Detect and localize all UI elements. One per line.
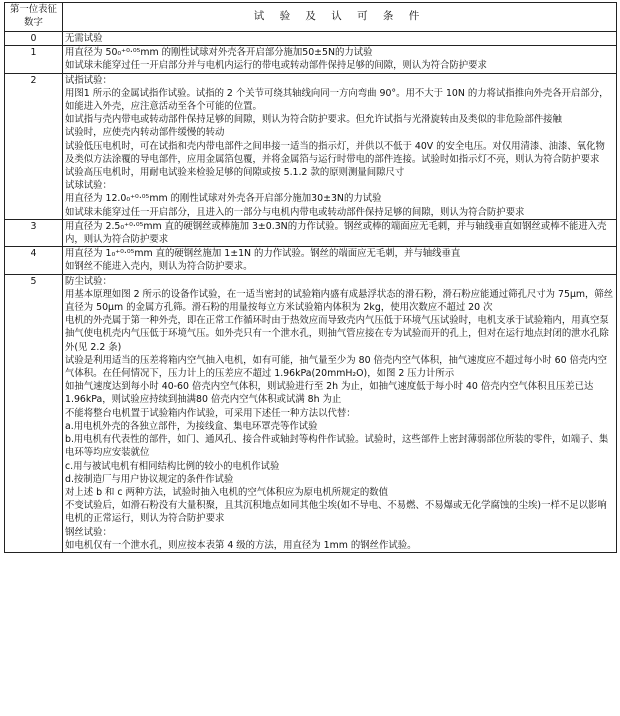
row-content xyxy=(63,46,617,73)
row-number: 5 xyxy=(5,274,63,552)
row-line: 钢丝试验： xyxy=(65,526,112,538)
row-line: 用图1 所示的金属试指作试验。试指的 2 个关节可绕其轴线向同一方向弯曲 90°。用不大于 10N 的力将试指推向外壳各开启部分，如能进入外壳，应注意活动至各个可能的位置。 xyxy=(65,87,609,113)
row-content xyxy=(63,219,617,246)
table-row xyxy=(5,219,617,246)
row-line: 如试指与壳内带电或转动部件保持足够的间隙，则认为符合防护要求。但允许试指与光滑旋转由及类似的非危险部件接触 xyxy=(65,114,562,126)
row-number: 2 xyxy=(5,73,63,219)
row-number: 0 xyxy=(5,32,63,46)
row-line: 用基本原理如图 2 所示的设备作试验，在一适当密封的试验箱内盛有成悬浮状态的滑石粉，滑石粉应能通过筛孔尺寸为 75μm，筛丝直径为 50μm 的金属方孔筛。滑石粉的用量按每立方米试验箱内体积为 2kg，使用次数应不超过 20 次 xyxy=(65,288,614,314)
row-line: 如试球未能穿过任一开启部分，且进入的一部分与电机内带电或转动部件保持足够的间隙，则认为符合防护要求 xyxy=(65,206,525,218)
row-content xyxy=(63,247,617,274)
row-line: 无需试验 xyxy=(65,33,103,44)
row-line: 试指试验： xyxy=(65,74,112,86)
row-number: 1 xyxy=(5,46,63,73)
row-line: 如钢丝不能进入壳内，则认为符合防护要求。 xyxy=(65,261,253,273)
row-line: 试球试验： xyxy=(65,180,112,192)
header-test-conditions: 试 验 及 认 可 条 件 xyxy=(63,3,617,32)
row-line: 对上述 b 和 c 两种方法，试验时抽入电机的空气体积应为原电机所规定的数值 xyxy=(65,486,389,498)
row-line: 用直径为 50₀⁺⁰·⁰⁵mm 的刚性试球对外壳各开启部分施加50±5N的力试验 xyxy=(65,47,373,59)
row-number: 4 xyxy=(5,247,63,274)
row-content xyxy=(63,32,617,46)
row-content xyxy=(63,73,617,219)
header-first-digit: 第一位表征数字 xyxy=(5,3,63,32)
row-line: 如抽气速度达到每小时 40-60 倍壳内空气体积，则试验进行至 2h 为止，如抽气速度低于每小时 40 倍壳内空气体积且压差已达 1.96kPa，则试验应持续到抽满80 倍壳内空气体积或试满 8h 为止 xyxy=(65,381,594,406)
row-line: 不能将整台电机置于试验箱内作试验，可采用下述任一种方法以代替： xyxy=(65,407,356,419)
row-line: b.用电机有代表性的部件，如门、通风孔、接合件或轴封等构件作试验。试验时，这些部件上密封薄弱部位所装的零件，如端子、集电环等均应安装就位 xyxy=(65,434,609,459)
table-row xyxy=(5,73,617,219)
ip-test-table xyxy=(4,2,617,553)
table-row xyxy=(5,274,617,552)
row-line: 用直径为 1₀⁺⁰·⁰⁵mm 直的硬钢丝施加 1±1N 的力作试验。钢丝的端面应无毛刺，并与轴线垂直 xyxy=(65,248,461,260)
row-number: 3 xyxy=(5,219,63,246)
row-line: d.按制造厂与用户协议规定的条件作试验 xyxy=(65,473,234,485)
table-row xyxy=(5,247,617,274)
row-content xyxy=(63,274,617,552)
row-line: 不变试验后，如滑石粉没有大量积聚，且其沉积地点如同其他尘埃(如不导电、不易燃、不易爆或无化学腐蚀的尘埃)一样不足以影响电机的正常运行，则认为符合防护要求 xyxy=(65,500,607,525)
row-line: 如试球未能穿过任一开启部分并与电机内运行的带电或转动部件保持足够的间隙，则认为符合防护要求 xyxy=(65,60,487,72)
row-line: 试验是利用适当的压差将箱内空气抽入电机，如有可能，抽气量至少为 80 倍壳内空气体积，抽气速度应不超过每小时 60 倍壳内空气体积。在任何情况下，压力计上的压差应不超过 1.96kPa(20mmH₂O)，如图 2 压力计所示 xyxy=(65,354,608,380)
row-line: 试验高压电机时，用耐电试验来检验足够的间隙或按 5.1.2 款的原则测量间隙尺寸 xyxy=(65,167,405,179)
table-row xyxy=(5,32,617,46)
header-row xyxy=(5,3,617,32)
row-line: 试验时，应使壳内转动部件缓慢的转动 xyxy=(65,127,225,139)
row-line: c.用与被试电机有相同结构比例的较小的电机作试验 xyxy=(65,460,280,472)
table-row xyxy=(5,46,617,73)
row-line: 试验低压电机时，可在试指和壳内带电部件之间串接一适当的指示灯，并供以不低于 40V 的安全电压。对仅用清漆、油漆、氧化物及类似方法涂覆的导电部件，应用金属箔包覆，并将金属箔与运行时带电的部件连接。试验时如指示灯不亮，则认为符合防护要求 xyxy=(65,140,605,165)
row-line: 用直径为 2.5₀⁺⁰·⁰⁵mm 直的硬钢丝或棒施加 3±0.3N的力作试验。钢丝或棒的端面应无毛刺，并与轴线垂直如钢丝或棒不能进入壳内，则认为符合防护要求 xyxy=(65,220,607,246)
row-line: 如电机仅有一个泄水孔，则应按本表第 4 级的方法，用直径为 1mm 的钢丝作试验。 xyxy=(65,539,417,551)
row-line: a.用电机外壳的各独立部件，为接线盒、集电环罩壳等作试验 xyxy=(65,420,318,432)
row-line: 防尘试验： xyxy=(65,275,112,287)
row-line: 用直径为 12.0₀⁺⁰·⁰⁵mm 的刚性试球对外壳各开启部分施加30±3N的力试验 xyxy=(65,193,382,205)
row-line: 电机的外壳属于第一种外壳，即在正常工作循环时由于热效应而导致壳内气压低于环境气压试验时，电机支承于试验箱内，用真空泵抽气使电机壳内气压低于环境气压。如外壳只有一个泄水孔，则抽气管应接在专为试验而开的孔上，但对在运行地点封闭的泄水孔除外(见 2.2 条) xyxy=(65,315,609,353)
